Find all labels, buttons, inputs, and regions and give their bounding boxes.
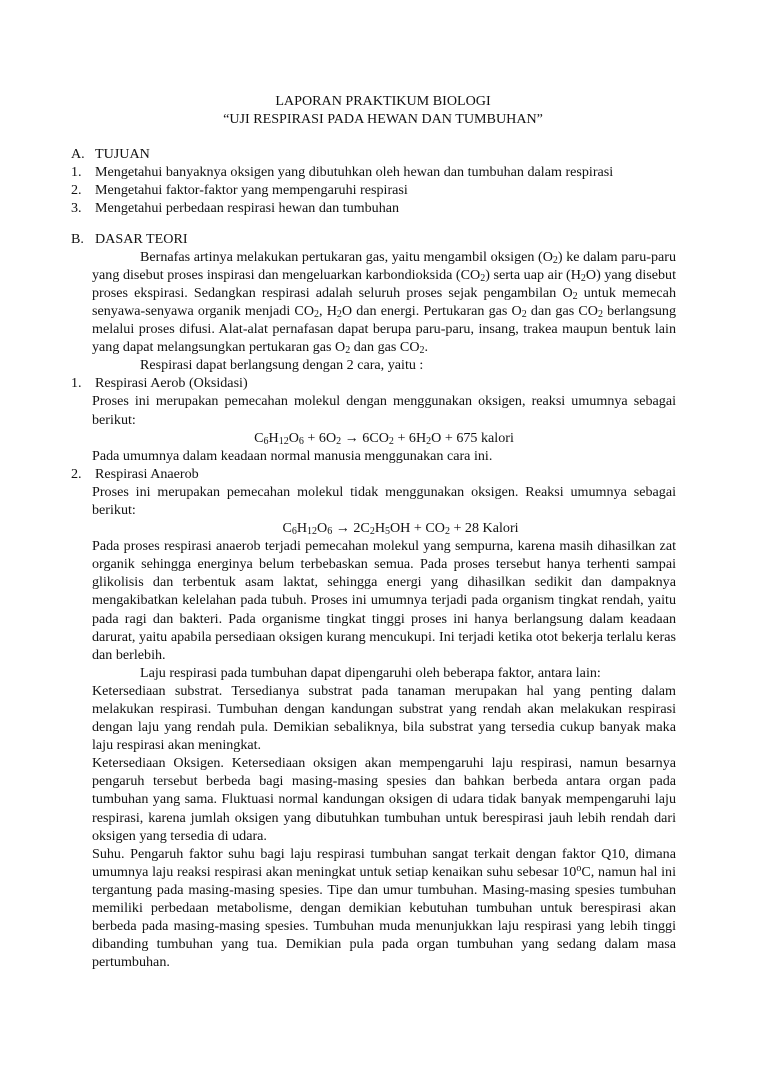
objective-item bbox=[71, 181, 676, 199]
subscript: 2 bbox=[369, 526, 375, 538]
aerob-text: Proses ini merupakan pemecahan molekul dengan menggunakan oksigen, reaksi umumnya sebagai berikut: bbox=[92, 393, 676, 428]
text-run: → 2C bbox=[332, 520, 370, 537]
subscript: 6 bbox=[298, 435, 304, 447]
aerob-title: Respirasi Aerob (Oksidasi) bbox=[95, 375, 248, 392]
subscript: 2 bbox=[572, 290, 578, 302]
objective-text: Mengetahui faktor-faktor yang mempengaruhi respirasi bbox=[95, 182, 408, 199]
text-run: + 6H bbox=[393, 429, 427, 446]
text-run: → 6CO bbox=[341, 429, 389, 446]
subscript: 2 bbox=[580, 272, 586, 284]
subscript: 2 bbox=[444, 526, 450, 538]
text-run: O + 675 kalori bbox=[431, 429, 514, 446]
subscript: 2 bbox=[426, 435, 432, 447]
text-run: berlangsung melalui proses difusi. Alat-alat pernafasan dapat berupa paru-paru, insang, trakea maupun bentuk lain yang dapat melangsungkan pertukaran gas O bbox=[92, 302, 677, 356]
subscript: 6 bbox=[291, 526, 297, 538]
title-line-1: LAPORAN PRAKTIKUM BIOLOGI bbox=[275, 93, 491, 109]
text-run: C bbox=[282, 520, 292, 537]
document-title bbox=[71, 92, 676, 128]
text-run: . bbox=[424, 339, 429, 356]
objective-marker: 1. bbox=[71, 164, 82, 181]
text-run: O bbox=[288, 429, 299, 446]
subscript: 6 bbox=[263, 435, 269, 447]
subscript: 2 bbox=[345, 345, 351, 357]
objective-marker: 2. bbox=[71, 182, 82, 199]
section-a-heading bbox=[71, 145, 676, 163]
section-b-title: DASAR TEORI bbox=[95, 230, 188, 247]
aerob-heading bbox=[71, 374, 676, 392]
subscript: 2 bbox=[314, 308, 320, 320]
objective-item bbox=[71, 199, 676, 217]
factor-suhu bbox=[71, 845, 676, 972]
subscript: 6 bbox=[327, 526, 333, 538]
text-run: C bbox=[254, 429, 264, 446]
text-run: ) serta uap air (H bbox=[485, 266, 581, 283]
subscript: 12 bbox=[307, 526, 318, 538]
factor-substrat: Ketersediaan substrat. Tersedianya substrat pada tanaman merupakan hal yang penting dalam melakukan respirasi. Tumbuhan dengan kandungan substrat yang rendah akan melakukan respirasi dengan laju yang rendah pula. Demikian sebaliknya, bila substrat yang tersedia cukup banyak maka laju respirasi akan meningkat. bbox=[92, 682, 676, 754]
subscript: 5 bbox=[385, 526, 390, 538]
aerob-equation bbox=[71, 429, 676, 447]
factor-oksigen: Ketersediaan Oksigen. Ketersediaan oksigen akan mempengaruhi laju respirasi, namun besarnya pengaruh tersebut berbeda bagi masing-masing spesies dan bahkan berbeda antara organ pada tumbuhan yang sama. Fluktuasi normal kandungan oksigen di udara tidak banyak mempengaruhi laju respirasi, karena jumlah oksigen yang dibutuhkan tumbuhan untuk berespirasi jauh lebih rendah dari oksigen yang tersedia di udara. bbox=[92, 755, 676, 844]
text-run: dan gas CO bbox=[350, 339, 420, 356]
anaerob-text: Proses ini merupakan pemecahan molekul tidak menggunakan oksigen. Reaksi umumnya sebagai berikut: bbox=[92, 483, 676, 518]
factors-intro: Laju respirasi pada tumbuhan dapat dipengaruhi oleh beberapa faktor, antara lain: bbox=[140, 664, 601, 681]
anaerob-title: Respirasi Anaerob bbox=[95, 465, 199, 482]
anaerob-equation bbox=[71, 519, 676, 537]
section-b-heading bbox=[71, 230, 676, 248]
aerob-marker: 1. bbox=[71, 375, 82, 392]
anaerob-heading bbox=[71, 465, 676, 483]
objective-text: Mengetahui banyaknya oksigen yang dibutuhkan oleh hewan dan tumbuhan dalam respirasi bbox=[95, 164, 614, 181]
section-a-title: TUJUAN bbox=[95, 146, 150, 163]
anaerob-marker: 2. bbox=[71, 465, 82, 482]
theory-paragraph-1 bbox=[71, 248, 676, 357]
text-run: H bbox=[268, 429, 279, 446]
aerob-after: Pada umumnya dalam keadaan normal manusia menggunakan cara ini. bbox=[92, 447, 493, 464]
subscript: 2 bbox=[419, 345, 425, 357]
title-line-2: “UJI RESPIRASI PADA HEWAN DAN TUMBUHAN” bbox=[223, 111, 543, 128]
subscript: 2 bbox=[480, 272, 486, 284]
anaerob-after: Pada proses respirasi anaerob terjadi pemecahan molekul yang sempurna, karena masih dihasilkan zat organik sehingga energinya belum terbebaskan semua. Pada proses tersebut hanya terhenti sampai glikolisis dan terbentuk asam laktat, sehingga energi yang dihasilkan sedikit dan dampaknya mengakibatkan kelelahan pada tubuh. Proses ini umumnya terjadi pada organism tingkat rendah, yaitu pada ragi dan bakteri. Pada organisme tingkat tinggi proses ini hanya berlangsung dalam keadaan darurat, yaitu apabila persediaan oksigen kurang mencukupi. Ini terjadi ketika otot bekerja terlalu keras dan berlebih. bbox=[92, 538, 676, 663]
subscript: 2 bbox=[336, 308, 342, 320]
subscript: 12 bbox=[278, 435, 289, 447]
objective-marker: 3. bbox=[71, 200, 82, 217]
degree-superscript: o bbox=[576, 862, 582, 874]
text-run: Suhu. Pengaruh faktor suhu bagi laju respirasi tumbuhan sangat terkait dengan faktor Q10, dimana umumnya laju reaksi respirasi akan meningkat untuk setiap kenaikan suhu sebesar 10 bbox=[92, 845, 676, 880]
text-run: O dan energi. Pertukaran gas O bbox=[341, 302, 522, 319]
text-run: H bbox=[296, 520, 308, 537]
text-run: C, namun hal ini tergantung pada masing-masing spesies. Tipe dan umur tumbuhan. Masing-masing spesies tumbuhan memiliki perbedaan metabolisme, dengan demikian kebutuhan tumbuhan untuk berespirasi akan berbeda pada masing-masing spesies. Tumbuhan muda menunjukkan laju respirasi yang lebih tinggi dibanding tumbuhan yang tua. Demikian pula pada organ tumbuhan yang sedang dalam masa pertumbuhan. bbox=[92, 863, 677, 971]
text-run: H bbox=[374, 520, 385, 537]
subscript: 2 bbox=[597, 308, 603, 320]
text-run: O) yang disebut proses ekspirasi. Sedangkan respirasi adalah seluruh proses sejak pengambilan O bbox=[92, 266, 677, 301]
text-run: O bbox=[317, 520, 328, 537]
objective-item bbox=[71, 163, 676, 181]
subscript: 2 bbox=[552, 254, 558, 266]
text-run: ) ke dalam paru-paru yang disebut proses inspirasi dan mengeluarkan karbondioksida (CO bbox=[92, 248, 677, 283]
theory-paragraph-2: Respirasi dapat berlangsung dengan 2 cara, yaitu : bbox=[140, 357, 424, 374]
text-run: + 6O bbox=[303, 429, 337, 446]
text-run: + 28 Kalori bbox=[449, 520, 519, 537]
subscript: 2 bbox=[388, 435, 394, 447]
subscript: 2 bbox=[521, 308, 527, 320]
text-run: Bernafas artinya melakukan pertukaran gas, yaitu mengambil oksigen (O bbox=[140, 248, 553, 265]
text-run: , H bbox=[319, 302, 337, 319]
section-b-marker: B. bbox=[71, 230, 84, 247]
text-run: dan gas CO bbox=[526, 302, 598, 319]
subscript: 2 bbox=[336, 435, 342, 447]
text-run: OH + CO bbox=[390, 520, 445, 537]
section-a-marker: A. bbox=[71, 146, 85, 163]
text-run: untuk memecah senyawa-senyawa organik menjadi CO bbox=[92, 284, 676, 319]
objective-text: Mengetahui perbedaan respirasi hewan dan tumbuhan bbox=[95, 200, 400, 217]
